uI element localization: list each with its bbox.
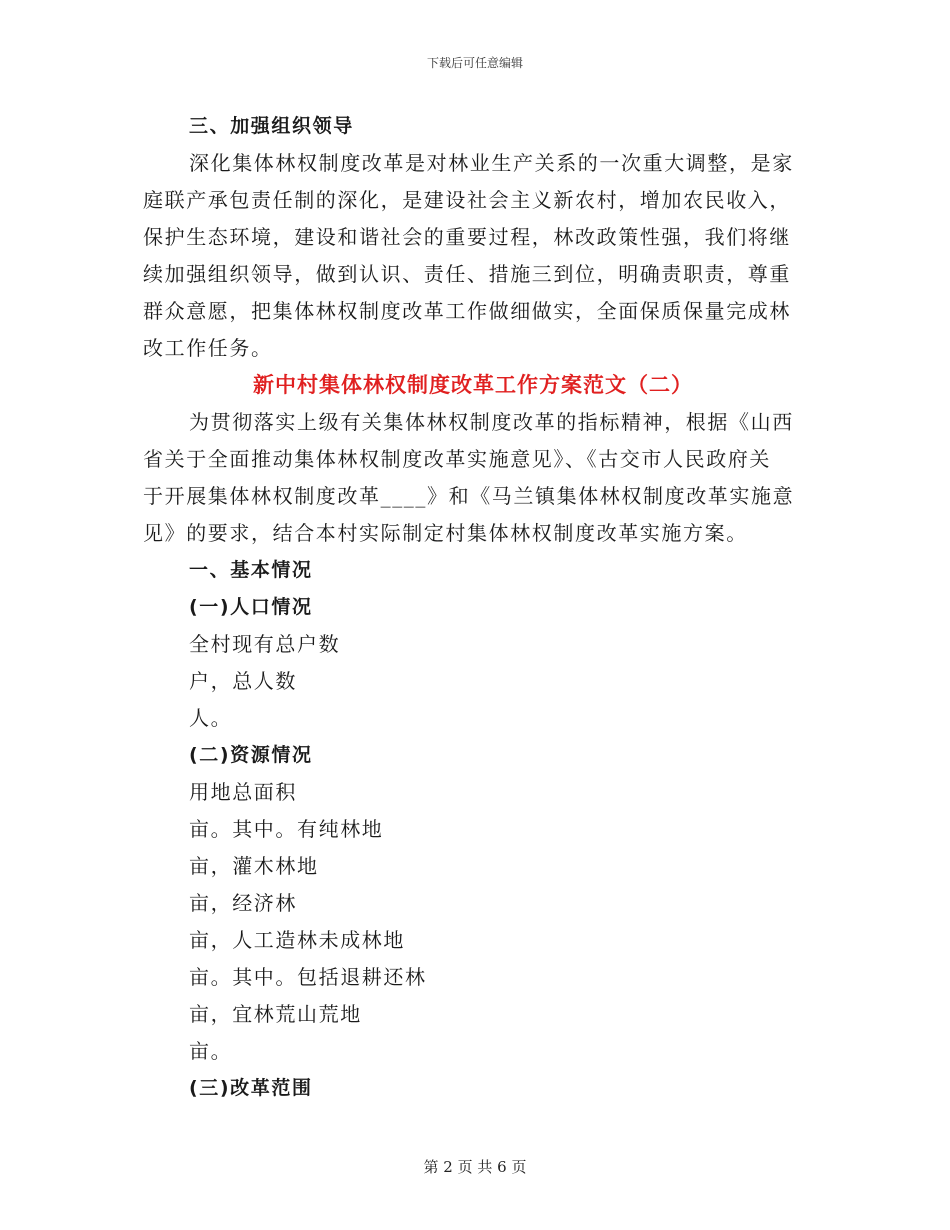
paragraph-line: 于开展集体林权制度改革____》和《马兰镇集体林权制度改革实施意 xyxy=(143,484,795,508)
paragraph-line: 保护生态环境，建设和谐社会的重要过程，林改政策性强，我们将继 xyxy=(143,225,791,249)
subsection-heading: (三)改革范围 xyxy=(189,1077,313,1099)
paragraph-line: 亩，灌木林地 xyxy=(189,854,319,878)
section-heading: 一、基本情况 xyxy=(189,559,313,581)
paragraph-line: 全村现有总户数 xyxy=(189,632,341,656)
section-heading: 三、加强组织领导 xyxy=(189,115,354,137)
paragraph-line: 亩。 xyxy=(189,1039,233,1063)
paragraph-line: 亩，经济林 xyxy=(189,891,297,915)
paragraph-line: 亩。其中。有纯林地 xyxy=(189,817,384,841)
document-title: 新中村集体林权制度改革工作方案范文（二） xyxy=(253,373,693,397)
paragraph-line: 用地总面积 xyxy=(189,780,297,804)
subsection-heading: (二)资源情况 xyxy=(189,744,313,766)
paragraph-line: 人。 xyxy=(189,706,233,730)
subsection-heading: (一)人口情况 xyxy=(189,596,313,618)
paragraph-line: 亩。其中。包括退耕还林 xyxy=(189,965,427,989)
paragraph-line: 省关于全面推动集体林权制度改革实施意见》、《古交市人民政府关 xyxy=(143,447,771,471)
paragraph-line: 改工作任务。 xyxy=(143,336,273,360)
paragraph-line: 续加强组织领导，做到认识、责任、措施三到位，明确责职责，尊重 xyxy=(143,262,791,286)
document-body xyxy=(143,108,803,1107)
page-footer: 第 2 页 共 6 页 xyxy=(423,1158,527,1176)
paragraph-line: 庭联产承包责任制的深化，是建设社会主义新农村，增加农民收入， xyxy=(143,188,791,212)
paragraph-line: 见》的要求，结合本村实际制定村集体林权制度改革实施方案。 xyxy=(143,521,748,545)
paragraph-line: 亩，宜林荒山荒地 xyxy=(189,1002,362,1026)
paragraph-line: 群众意愿，把集体林权制度改革工作做细做实，全面保质保量完成林 xyxy=(143,299,791,323)
paragraph-line: 亩，人工造林未成林地 xyxy=(189,928,405,952)
paragraph-line: 为贯彻落实上级有关集体林权制度改革的指标精神，根据《山西 xyxy=(189,410,794,434)
paragraph-line: 深化集体林权制度改革是对林业生产关系的一次重大调整，是家 xyxy=(189,151,794,175)
paragraph-line: 户，总人数 xyxy=(189,669,297,693)
page-header: 下载后可任意编辑 xyxy=(426,56,523,70)
